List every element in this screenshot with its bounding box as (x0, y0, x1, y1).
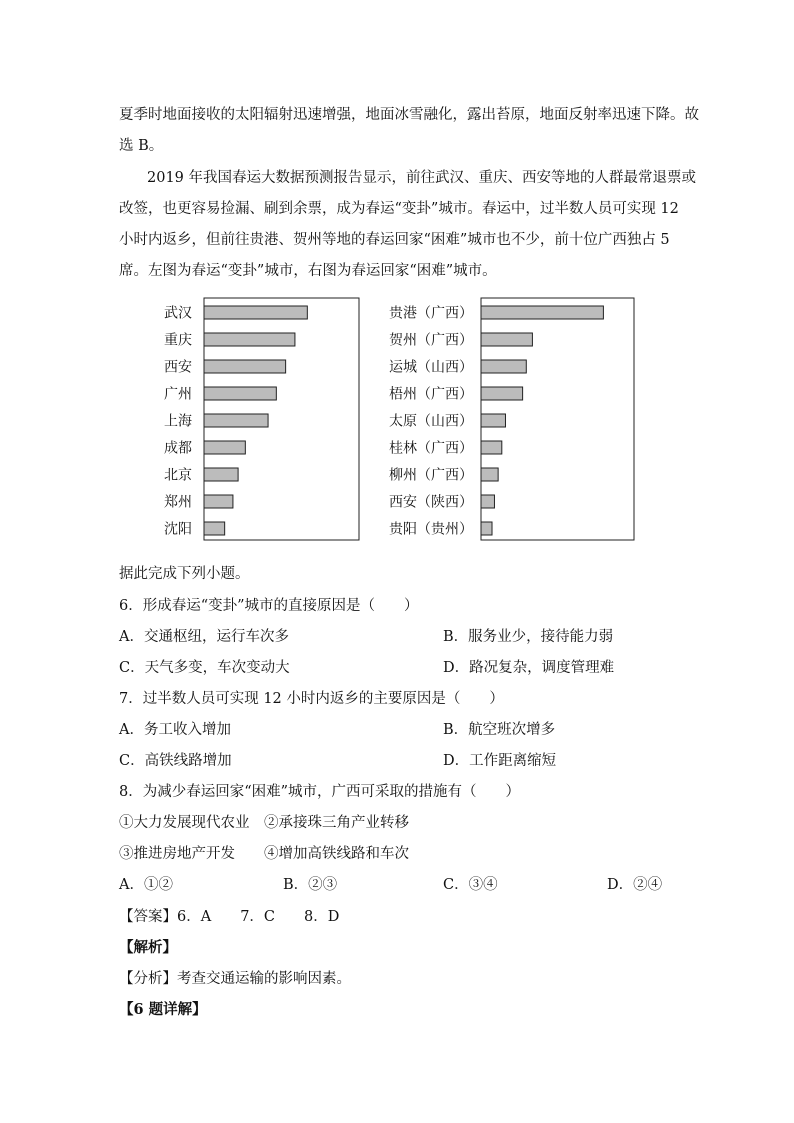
q6-option-a: A．交通枢纽，运行车次多 (119, 629, 289, 645)
chart-left-bar (204, 306, 307, 319)
paragraph-line: 席。左图为春运“变卦”城市，右图为春运回家“困难”城市。 (119, 263, 497, 279)
chart-left-category-label: 重庆 (164, 332, 192, 349)
question-6-stem: 6．形成春运“变卦”城市的直接原因是（ ） (119, 598, 419, 614)
chart-right-bar (481, 495, 494, 508)
chart-right-category-label: 贵阳（贵州） (389, 521, 473, 538)
chart-right-bar (481, 414, 505, 427)
q7-option-a: A．务工收入增加 (119, 722, 231, 738)
chart-right-category-label: 贺州（广西） (389, 332, 473, 349)
chart-right-bar (481, 441, 502, 454)
chart-right-bar (481, 360, 526, 373)
chart-left-bar (204, 333, 295, 346)
right-chart (380, 296, 640, 542)
instruction-line: 据此完成下列小题。 (119, 566, 250, 582)
chart-right-bar (481, 387, 523, 400)
q8-option-d: D．②④ (607, 877, 663, 893)
chart-left-category-label: 成都 (164, 440, 192, 457)
q8-option-b: B．②③ (283, 877, 338, 893)
chart-left-bar (204, 441, 245, 454)
chart-right-bar (481, 306, 603, 319)
paragraph-line: 选 B。 (119, 138, 164, 154)
chart-left-category-label: 北京 (164, 467, 192, 484)
answer-line: 【答案】6．A 7．C 8．D (119, 909, 340, 925)
q8-statements-1: ①大力发展现代农业 ②承接珠三角产业转移 (119, 815, 409, 831)
chart-right-category-label: 柳州（广西） (389, 467, 473, 484)
chart-left-bar (204, 387, 276, 400)
q7-option-d: D．工作距离缩短 (443, 753, 557, 769)
left-chart (150, 296, 365, 542)
chart-left-category-label: 武汉 (164, 305, 192, 322)
chart-left-category-label: 西安 (164, 359, 192, 376)
chart-right-category-label: 太原（山西） (389, 413, 473, 430)
paragraph-line: 2019 年我国春运大数据预测报告显示，前往武汉、重庆、西安等地的人群最常退票或 (147, 170, 697, 186)
chart-left-category-label: 郑州 (164, 494, 192, 511)
question-7-stem: 7．过半数人员可实现 12 小时内返乡的主要原因是（ ） (119, 691, 504, 707)
q7-option-b: B．航空班次增多 (443, 722, 556, 738)
chart-right-bar (481, 468, 498, 481)
paragraph-line: 小时内返乡，但前往贵港、贺州等地的春运回家“困难”城市也不少，前十位广西独占 5 (119, 232, 670, 248)
chart-left-bar (204, 495, 233, 508)
q8-option-c: C．③④ (443, 877, 498, 893)
q6-option-d: D．路况复杂，调度管理难 (443, 660, 615, 676)
q6-option-c: C．天气多变，车次变动大 (119, 660, 290, 676)
chart-left-bar (204, 360, 286, 373)
chart-left-category-label: 广州 (164, 386, 192, 403)
q8-statements-2: ③推进房地产开发 ④增加高铁线路和车次 (119, 846, 409, 862)
analysis-heading: 【解析】 (119, 939, 177, 956)
paragraph-line: 改签，也更容易捡漏、刷到余票，成为春运“变卦”城市。春运中，过半数人员可实现 12 (119, 201, 679, 217)
paragraph-line: 夏季时地面接收的太阳辐射迅速增强，地面冰雪融化，露出苔原，地面反射率迅速下降。故 (119, 107, 699, 123)
chart-right-category-label: 西安（陕西） (389, 494, 473, 511)
chart-right-bar (481, 333, 532, 346)
analysis-line: 【分析】考查交通运输的影响因素。 (119, 971, 351, 987)
chart-right-bar (481, 522, 492, 535)
chart-right-category-label: 桂林（广西） (389, 440, 473, 457)
detail-heading: 【6 题详解】 (119, 1001, 207, 1018)
chart-right-category-label: 运城（山西） (389, 359, 473, 376)
q8-option-a: A．①② (119, 877, 173, 893)
chart-left-category-label: 沈阳 (164, 521, 192, 538)
question-8-stem: 8．为减少春运回家“困难”城市，广西可采取的措施有（ ） (119, 784, 521, 800)
chart-left-bar (204, 414, 268, 427)
chart-right-category-label: 梧州（广西） (389, 386, 473, 403)
chart-left-bar (204, 522, 225, 535)
chart-right-category-label: 贵港（广西） (389, 305, 473, 322)
chart-left-category-label: 上海 (164, 413, 192, 430)
q6-option-b: B．服务业少，接待能力弱 (443, 629, 614, 645)
chart-left-bar (204, 468, 238, 481)
q7-option-c: C．高铁线路增加 (119, 753, 232, 769)
